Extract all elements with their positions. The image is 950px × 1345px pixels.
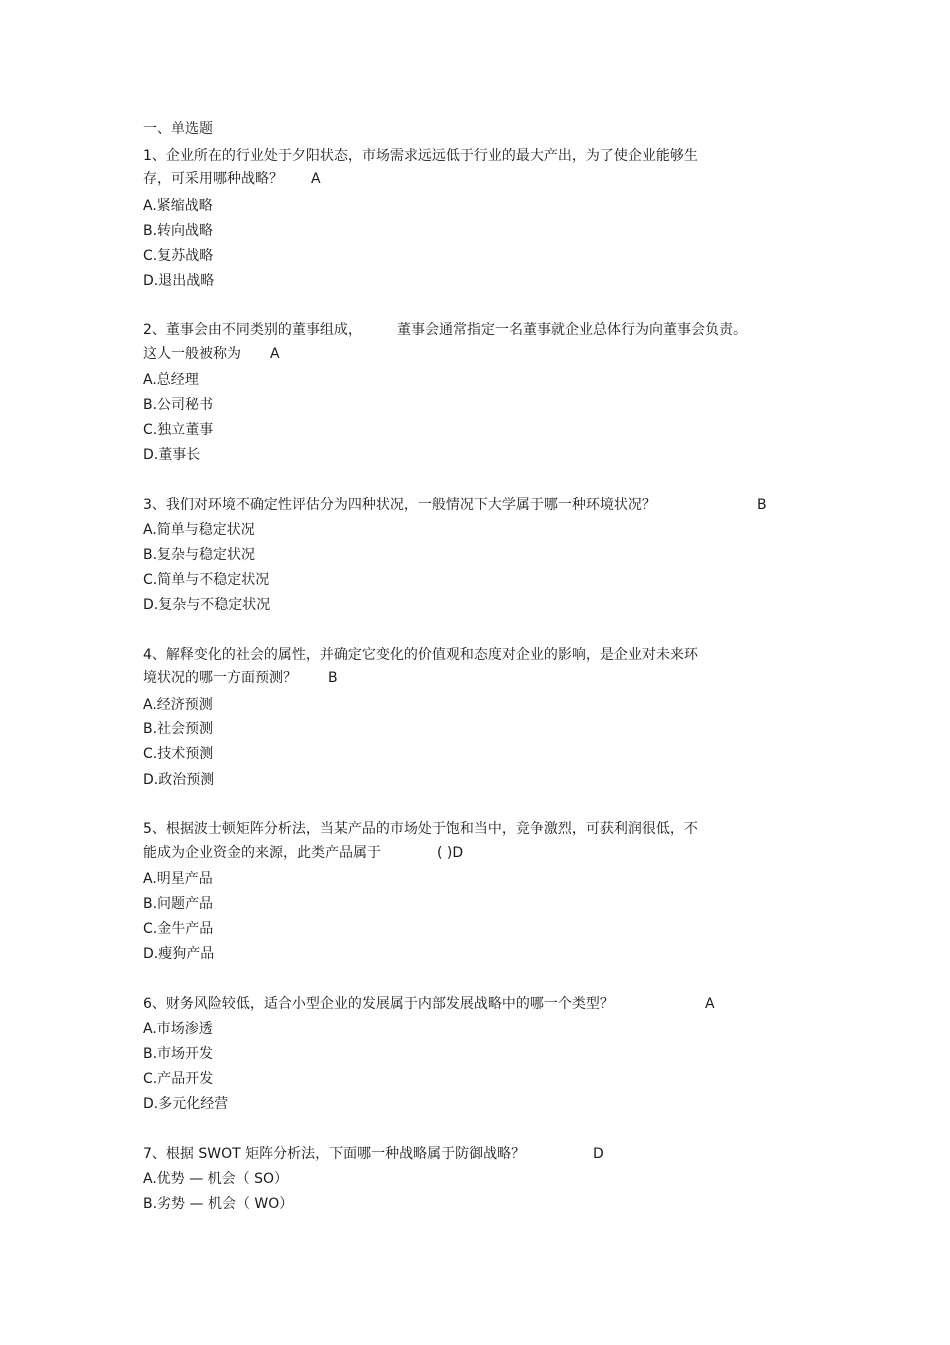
question-4-text-line-2: 境状况的哪一方面预测？ <box>143 670 297 686</box>
question-4-option-a: A.经济预测 <box>143 697 213 713</box>
question-5-option-d: D.瘦狗产品 <box>143 946 215 962</box>
question-1-text-line-2: 存，可采用哪种战略？ <box>143 171 283 187</box>
question-1-text-line-1: 1、企业所在的行业处于夕阳状态，市场需求远远低于行业的最大产出，为了使企业能够生 <box>143 148 698 164</box>
question-5-option-b: B.问题产品 <box>143 896 214 912</box>
question-2-option-b: B.公司秘书 <box>143 397 214 413</box>
question-1-option-b: B.转向战略 <box>143 223 214 239</box>
question-2-option-c: C.独立董事 <box>143 422 214 438</box>
question-3-option-b: B.复杂与稳定状况 <box>143 547 256 563</box>
question-2-text-line-1a: 2、董事会由不同类别的董事组成， <box>143 322 362 338</box>
question-1-answer: A <box>311 171 321 187</box>
question-7-text-line-1: 7、根据 SWOT 矩阵分析法，下面哪一种战略属于防御战略？ <box>143 1146 526 1162</box>
question-4-option-d: D.政治预测 <box>143 772 215 788</box>
question-7-option-a: A.优势 — 机会（ SO） <box>143 1171 289 1187</box>
question-1-option-a: A.紧缩战略 <box>143 198 213 214</box>
question-6-option-d: D.多元化经营 <box>143 1096 229 1112</box>
question-4-option-b: B.社会预测 <box>143 721 214 737</box>
question-6-text-line-1: 6、财务风险较低，适合小型企业的发展属于内部发展战略中的哪一个类型？ <box>143 996 614 1012</box>
question-1-option-c: C.复苏战略 <box>143 248 214 264</box>
question-6-option-b: B.市场开发 <box>143 1046 214 1062</box>
question-2-text-line-1b: 董事会通常指定一名董事就企业总体行为向董事会负责。 <box>397 322 747 338</box>
question-7-option-b: B.劣势 — 机会（ WO） <box>143 1196 294 1212</box>
question-2-option-a: A.总经理 <box>143 372 199 388</box>
question-3-text-line-1: 3、我们对环境不确定性评估分为四种状况，一般情况下大学属于哪一种环境状况？ <box>143 497 656 513</box>
question-5-option-a: A.明星产品 <box>143 871 213 887</box>
question-5-option-c: C.金牛产品 <box>143 921 214 937</box>
question-3-option-d: D.复杂与不稳定状况 <box>143 597 271 613</box>
question-5-text-line-2: 能成为企业资金的来源，此类产品属于 <box>143 845 381 861</box>
question-5-text-line-1: 5、根据波士顿矩阵分析法，当某产品的市场处于饱和当中，竞争激烈，可获利润很低，不 <box>143 821 698 837</box>
question-3-answer: B <box>757 497 767 513</box>
question-6-option-a: A.市场渗透 <box>143 1021 213 1037</box>
section-title: 一、单选题 <box>143 121 213 137</box>
question-5-answer: ( )D <box>437 845 464 861</box>
question-4-answer: B <box>328 670 338 686</box>
question-2-text-line-2: 这人一般被称为 <box>143 346 241 362</box>
question-4-text-line-1: 4、解释变化的社会的属性，并确定它变化的价值观和态度对企业的影响，是企业对未来环 <box>143 647 698 663</box>
question-1-option-d: D.退出战略 <box>143 273 215 289</box>
question-7-answer: D <box>593 1146 604 1162</box>
question-4-option-c: C.技术预测 <box>143 746 214 762</box>
question-6-answer: A <box>705 996 715 1012</box>
question-2-answer: A <box>270 346 280 362</box>
question-3-option-a: A.简单与稳定状况 <box>143 522 255 538</box>
question-2-option-d: D.董事长 <box>143 447 201 463</box>
question-6-option-c: C.产品开发 <box>143 1071 214 1087</box>
question-3-option-c: C.简单与不稳定状况 <box>143 572 270 588</box>
